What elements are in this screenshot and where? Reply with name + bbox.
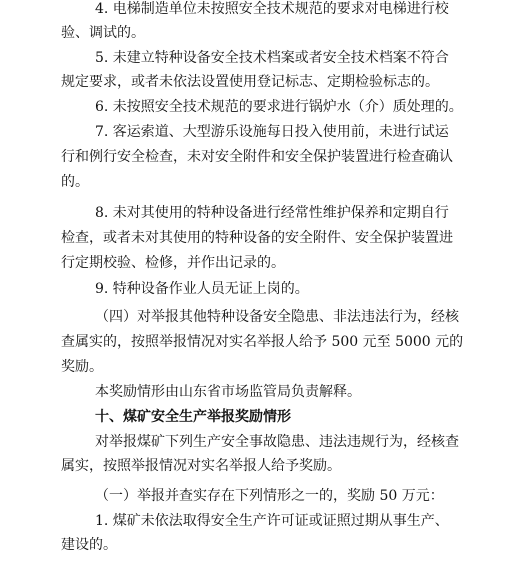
text-line: 本奖励情形由山东省市场监管局负责解释。 [95, 384, 361, 400]
subsection-heading: （一）举报并查实存在下列情形之一的，奖励 50 万元： [95, 488, 444, 504]
text-line: 对举报煤矿下列生产安全事故隐患、违法违规行为，经核查 [95, 434, 459, 450]
text-line: 6. 未按照安全技术规范的要求进行锅炉水（介）质处理的。 [95, 99, 463, 115]
text-line: 5. 未建立特种设备安全技术档案或者安全技术档案不符合 [95, 50, 449, 66]
text-line: 8. 未对其使用的特种设备进行经常性维护保养和定期自行 [95, 205, 449, 221]
text-line: 9. 特种设备作业人员无证上岗的。 [95, 281, 309, 297]
text-line: 行定期校验、检修，并作出记录的。 [61, 255, 285, 271]
text-line: 7. 客运索道、大型游乐设施每日投入使用前，未进行试运 [95, 124, 449, 140]
text-line: 建设的。 [61, 537, 117, 553]
text-line: 4. 电梯制造单位未按照安全技术规范的要求对电梯进行校 [95, 1, 449, 17]
text-line: （四）对举报其他特种设备安全隐患、非法违法行为，经核 [95, 309, 459, 325]
text-line: 的。 [61, 174, 89, 190]
section-heading: 十、煤矿安全生产举报奖励情形 [95, 409, 291, 425]
text-line: 1. 煤矿未依法取得安全生产许可证或证照过期从事生产、 [95, 513, 449, 529]
text-line: 行和例行安全检查，未对安全附件和安全保护装置进行检查确认 [61, 149, 453, 165]
text-line: 检查，或者未对其使用的特种设备的安全附件、安全保护装置进 [61, 230, 453, 246]
text-line: 查属实的，按照举报情况对实名举报人给予 500 元至 5000 元的 [61, 334, 464, 350]
text-line: 规定要求，或者未依法设置使用登记标志、定期检验标志的。 [61, 74, 439, 90]
text-line: 验、调试的。 [61, 25, 145, 41]
text-line: 奖励。 [61, 359, 103, 375]
text-line: 属实，按照举报情况对实名举报人给予奖励。 [61, 458, 341, 474]
